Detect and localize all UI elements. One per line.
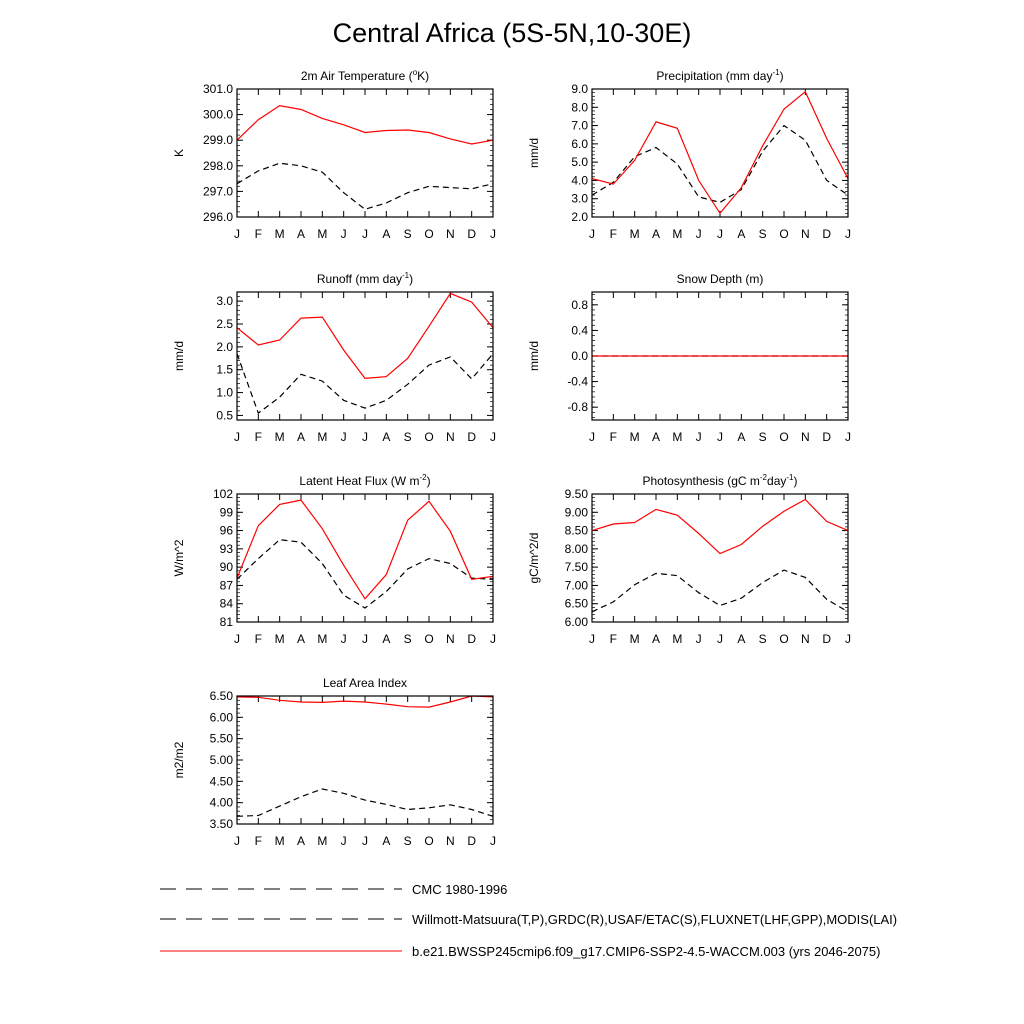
chart-title-text: day: [767, 474, 787, 488]
chart-title-text: K): [417, 69, 430, 83]
x-tick-label: A: [296, 227, 306, 241]
chart-title-superscript: -1: [402, 271, 410, 280]
x-tick-label: N: [445, 834, 455, 848]
chart-title-superscript: -2: [759, 473, 768, 482]
x-tick-label: J: [490, 632, 496, 646]
series-line-observations: [237, 789, 493, 816]
x-tick-label: J: [695, 632, 702, 646]
legend-label: b.e21.BWSSP245cmip6.f09_g17.CMIP6-SSP2-4.5-WACCM.003 (yrs 2046-2075): [412, 944, 881, 959]
x-tick-label: J: [234, 227, 240, 241]
x-tick-label: F: [254, 430, 263, 444]
x-tick-label: F: [609, 632, 618, 646]
y-tick-label: 7.00: [564, 578, 588, 593]
x-tick-label: J: [717, 632, 723, 646]
legend: [160, 882, 897, 959]
x-tick-label: M: [629, 430, 640, 444]
chart-title: [323, 676, 407, 690]
x-tick-label: J: [490, 430, 496, 444]
chart-snow-depth: [527, 272, 851, 444]
y-tick-label: 297.0: [202, 184, 233, 199]
series-line-model: [237, 293, 493, 378]
x-tick-label: D: [467, 632, 477, 646]
x-tick-label: J: [717, 227, 723, 241]
x-tick-label: S: [403, 632, 412, 646]
y-tick-label: 6.00: [564, 615, 588, 629]
y-tick-label: 7.50: [564, 560, 588, 575]
y-tick-label: 90: [219, 560, 233, 575]
y-tick-label: 2.5: [216, 317, 233, 331]
chart-title: [656, 68, 783, 83]
x-tick-label: N: [445, 632, 455, 646]
x-tick-label: J: [362, 632, 368, 646]
y-tick-label: 3.0: [216, 294, 233, 309]
x-tick-label: J: [589, 632, 595, 646]
x-tick-label: F: [254, 227, 263, 241]
x-tick-label: S: [758, 227, 767, 241]
chart-title: [299, 473, 430, 488]
chart-runoff: [172, 271, 496, 444]
x-tick-label: J: [234, 632, 240, 646]
x-tick-label: O: [424, 834, 434, 848]
plot-frame: [237, 494, 493, 622]
x-tick-label: D: [822, 632, 832, 646]
y-axis-label: m2/m2: [172, 741, 186, 779]
chart-title-text: ): [779, 69, 784, 83]
x-tick-label: S: [403, 834, 412, 848]
x-tick-label: O: [424, 632, 434, 646]
x-tick-label: M: [317, 227, 328, 241]
x-tick-label: N: [800, 227, 810, 241]
y-tick-label: 296.0: [202, 210, 233, 224]
x-tick-label: D: [822, 430, 832, 444]
y-tick-label: 9.0: [571, 82, 588, 96]
chart-title-text: ): [793, 474, 798, 488]
x-tick-label: S: [758, 632, 767, 646]
chart-title-text: Latent Heat Flux (W m: [299, 474, 420, 488]
chart-precipitation: [527, 68, 851, 241]
y-tick-label: 96: [219, 523, 233, 538]
x-tick-label: F: [609, 227, 618, 241]
y-tick-label: -0.4: [567, 374, 588, 389]
y-tick-label: 0.5: [216, 408, 233, 423]
y-axis-label: mm/d: [527, 341, 541, 371]
y-tick-label: 300.0: [202, 107, 233, 122]
chart-title: [643, 473, 798, 488]
x-tick-label: M: [274, 834, 285, 848]
chart-title-superscript: -1: [772, 68, 780, 77]
y-tick-label: 81: [219, 615, 233, 629]
x-tick-label: A: [651, 430, 661, 444]
chart-title-superscript: -2: [419, 473, 427, 482]
y-axis-label: K: [172, 148, 186, 158]
y-tick-label: 299.0: [202, 133, 233, 148]
chart-title: [301, 68, 429, 83]
x-tick-label: D: [822, 227, 832, 241]
y-tick-label: 3.0: [571, 191, 588, 206]
x-tick-label: S: [403, 430, 412, 444]
x-tick-label: A: [737, 632, 746, 646]
x-tick-label: J: [234, 834, 240, 848]
x-tick-label: J: [362, 834, 368, 848]
x-tick-label: D: [467, 430, 477, 444]
x-tick-label: J: [340, 632, 347, 646]
y-tick-label: 3.50: [209, 817, 233, 831]
y-tick-label: 4.00: [209, 795, 233, 810]
chart-title-text: Snow Depth (m): [676, 272, 764, 286]
plot-frame: [237, 696, 493, 824]
y-tick-label: 7.0: [571, 118, 588, 133]
x-tick-label: J: [589, 430, 595, 444]
y-tick-label: 298.0: [202, 158, 233, 173]
x-tick-label: N: [800, 430, 810, 444]
y-tick-label: 5.0: [571, 155, 588, 170]
y-tick-label: 4.50: [209, 774, 233, 789]
x-tick-label: A: [382, 227, 391, 241]
chart-latent-heat: [172, 473, 496, 646]
x-tick-label: S: [403, 227, 412, 241]
x-tick-label: J: [695, 227, 702, 241]
y-tick-label: 6.50: [209, 689, 233, 703]
x-tick-label: A: [651, 632, 661, 646]
x-tick-label: M: [629, 632, 640, 646]
series-line-observations: [592, 570, 848, 612]
x-tick-label: A: [296, 834, 306, 848]
x-tick-label: M: [274, 632, 285, 646]
series-line-observations: [592, 126, 848, 203]
x-tick-label: M: [672, 632, 683, 646]
x-tick-label: J: [845, 227, 851, 241]
x-tick-label: A: [651, 227, 661, 241]
x-tick-label: S: [758, 430, 767, 444]
series-line-observations: [237, 163, 493, 209]
x-tick-label: D: [467, 227, 477, 241]
x-tick-label: J: [340, 430, 347, 444]
x-tick-label: M: [672, 430, 683, 444]
chart-title-text: Runoff (mm day: [316, 272, 403, 286]
x-tick-label: N: [445, 430, 455, 444]
y-tick-label: 6.50: [564, 596, 588, 611]
x-tick-label: O: [779, 632, 789, 646]
y-tick-label: 0.8: [571, 297, 588, 312]
chart-title-superscript: o: [412, 68, 418, 77]
series-line-model: [592, 92, 848, 214]
plot-frame: [592, 89, 848, 217]
x-tick-label: A: [296, 430, 306, 444]
x-tick-label: M: [317, 430, 328, 444]
y-tick-label: 93: [219, 541, 233, 556]
x-tick-label: O: [424, 430, 434, 444]
x-tick-label: J: [340, 227, 347, 241]
x-tick-label: F: [609, 430, 618, 444]
y-tick-label: 102: [212, 487, 233, 501]
x-tick-label: O: [779, 430, 789, 444]
y-tick-label: 1.5: [216, 362, 233, 377]
x-tick-label: J: [695, 430, 702, 444]
y-axis-label: gC/m^2/d: [527, 532, 541, 584]
legend-label: CMC 1980-1996: [412, 882, 508, 897]
x-tick-label: M: [317, 632, 328, 646]
x-tick-label: F: [254, 834, 263, 848]
chart-photosynthesis: [527, 473, 851, 646]
y-axis-label: mm/d: [527, 138, 541, 168]
x-tick-label: M: [274, 227, 285, 241]
x-tick-label: J: [362, 430, 368, 444]
y-tick-label: 87: [219, 578, 233, 593]
x-tick-label: M: [672, 227, 683, 241]
series-line-observations: [237, 354, 493, 413]
legend-label: Willmott-Matsuura(T,P),GRDC(R),USAF/ETAC(S),FLUXNET(LHF,GPP),MODIS(LAI): [412, 912, 898, 927]
chart-lai: [172, 676, 496, 848]
y-tick-label: 6.0: [571, 136, 588, 151]
y-tick-label: 9.00: [564, 505, 588, 520]
y-tick-label: 84: [219, 596, 233, 611]
plot-frame: [592, 494, 848, 622]
x-tick-label: O: [779, 227, 789, 241]
series-line-model: [592, 500, 848, 554]
y-tick-label: 2.0: [571, 210, 588, 224]
chart-title-superscript: -1: [786, 473, 794, 482]
x-tick-label: J: [589, 227, 595, 241]
legend-item: [160, 944, 880, 959]
x-tick-label: N: [800, 632, 810, 646]
x-tick-label: A: [382, 632, 391, 646]
x-tick-label: M: [274, 430, 285, 444]
y-tick-label: 6.00: [209, 710, 233, 725]
y-axis-label: W/m^2: [172, 539, 186, 577]
y-tick-label: 0.0: [571, 349, 588, 363]
y-tick-label: 1.0: [216, 385, 233, 400]
series-line-model: [237, 500, 493, 599]
x-tick-label: J: [845, 632, 851, 646]
x-tick-label: N: [445, 227, 455, 241]
y-axis-label: mm/d: [172, 341, 186, 371]
y-tick-label: 9.50: [564, 487, 588, 501]
y-tick-label: 0.4: [571, 323, 588, 338]
series-line-model: [237, 106, 493, 144]
chart-title-text: ): [426, 474, 431, 488]
x-tick-label: J: [490, 834, 496, 848]
x-tick-label: D: [467, 834, 477, 848]
x-tick-label: A: [382, 430, 391, 444]
legend-item: [160, 882, 507, 897]
x-tick-label: J: [490, 227, 496, 241]
y-tick-label: 2.0: [216, 339, 233, 354]
x-tick-label: O: [424, 227, 434, 241]
x-tick-label: J: [845, 430, 851, 444]
chart-title: [317, 271, 413, 286]
x-tick-label: M: [317, 834, 328, 848]
chart-title-text: Photosynthesis (gC m: [642, 474, 760, 488]
chart-title-text: Leaf Area Index: [322, 676, 408, 690]
page-title: Central Africa (5S-5N,10-30E): [332, 18, 692, 48]
x-tick-label: A: [296, 632, 306, 646]
x-tick-label: A: [737, 227, 746, 241]
y-tick-label: 99: [219, 505, 233, 520]
x-tick-label: M: [629, 227, 640, 241]
y-tick-label: 8.0: [571, 100, 588, 115]
y-tick-label: 4.0: [571, 173, 588, 188]
x-tick-label: J: [362, 227, 368, 241]
chart-temperature: [172, 68, 496, 241]
y-tick-label: 5.50: [209, 731, 233, 746]
x-tick-label: J: [717, 430, 723, 444]
x-tick-label: J: [234, 430, 240, 444]
chart-title-text: ): [409, 272, 414, 286]
y-tick-label: 301.0: [202, 82, 233, 96]
legend-item: [160, 912, 897, 927]
x-tick-label: A: [737, 430, 746, 444]
x-tick-label: J: [340, 834, 347, 848]
chart-title-text: Precipitation (mm day: [656, 69, 773, 83]
y-tick-label: -0.8: [567, 400, 588, 415]
chart-title-text: 2m Air Temperature (: [300, 69, 413, 83]
y-tick-label: 8.50: [564, 523, 588, 538]
chart-title: [677, 272, 764, 286]
y-tick-label: 8.00: [564, 541, 588, 556]
y-tick-label: 5.00: [209, 753, 233, 767]
x-tick-label: A: [382, 834, 391, 848]
x-tick-label: F: [254, 632, 263, 646]
